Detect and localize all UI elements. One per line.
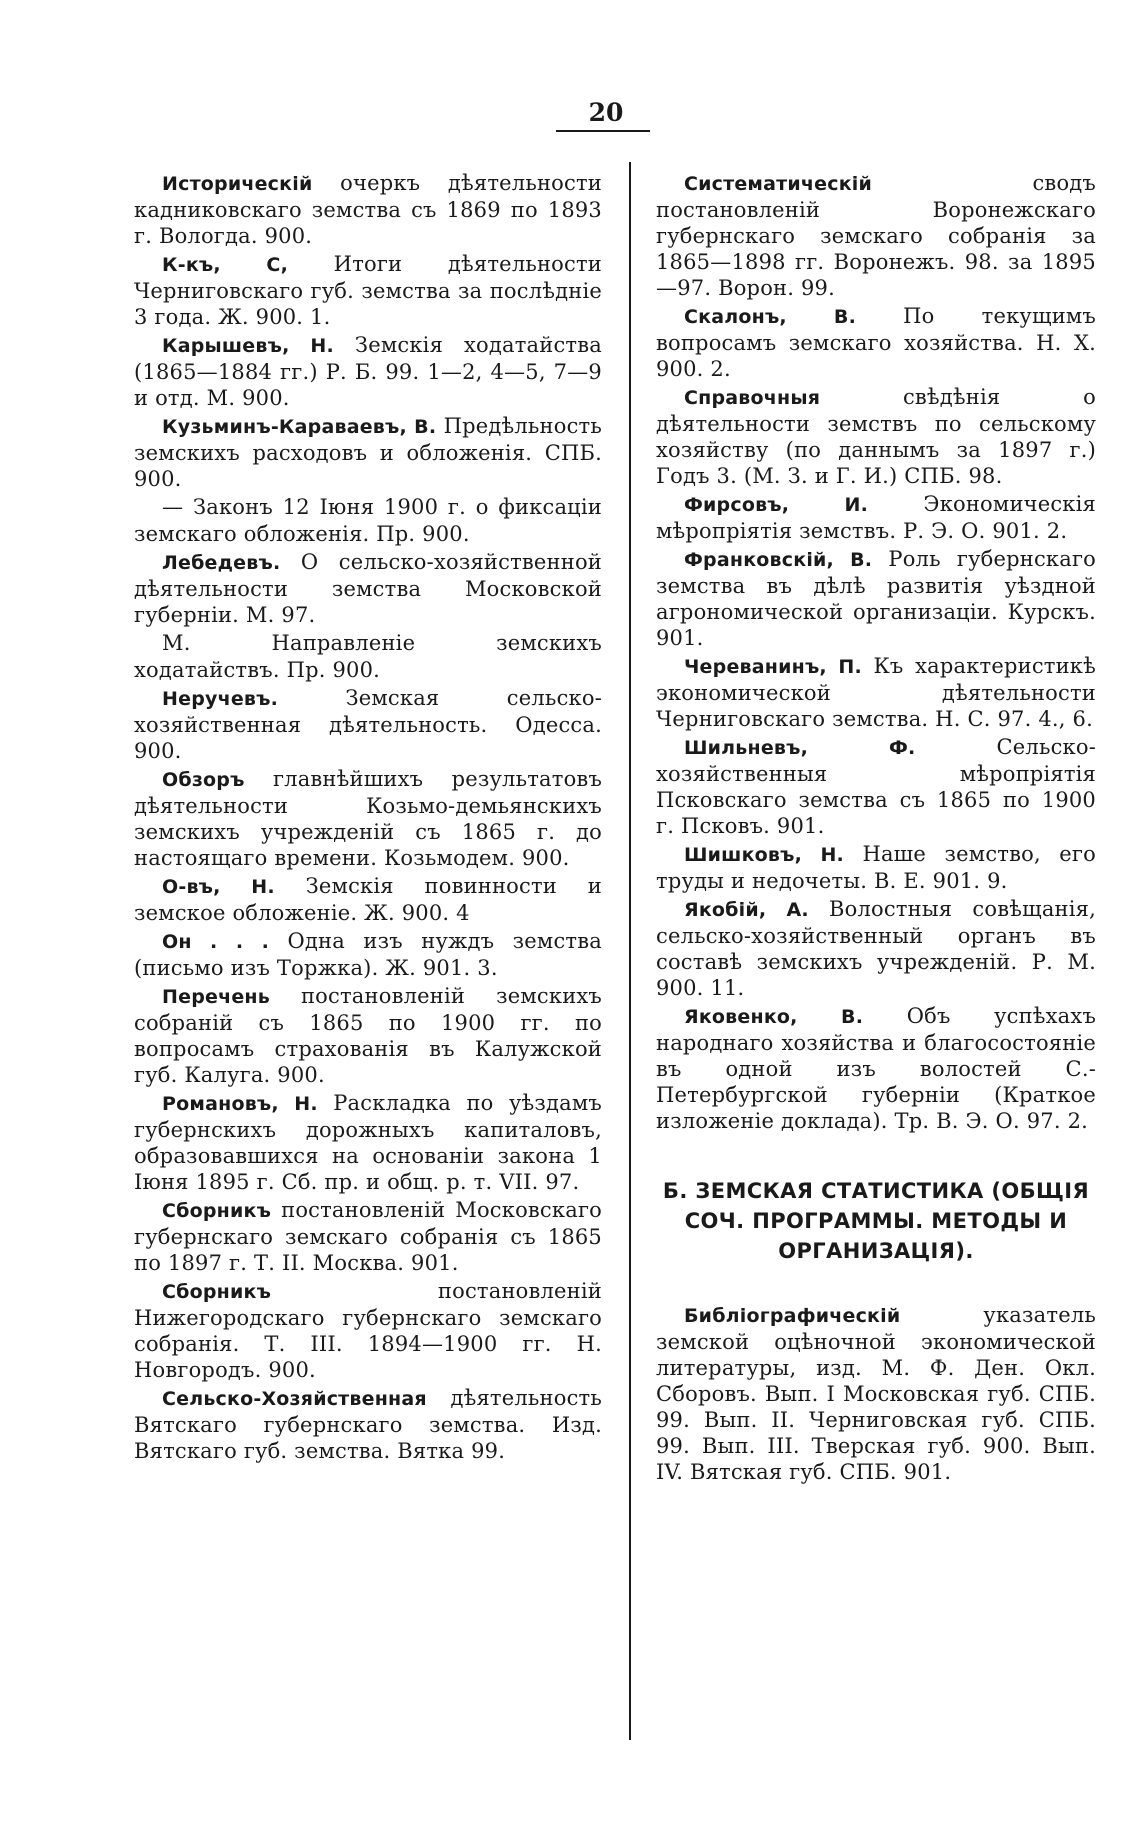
- bibliography-entry: [656, 1003, 1096, 1134]
- entry-text: Наше земство, его труды и недочеты. В. Е. 901. 9.: [656, 842, 1096, 893]
- entry-author: Якобiй, А.: [684, 899, 809, 921]
- page-number: 20: [588, 98, 624, 127]
- entry-text: свѣдѣнiя о дѣятельности земствъ по сельскому хозяйству (по даннымъ за 1897 г.) Годъ 3. (М. З. и Г. И.) СПБ. 98.: [656, 385, 1096, 488]
- entry-text: постановленiй земскихъ собранiй съ 1865 по 1900 гг. по вопросамъ страхованiя въ Калужской губ. Калуга. 900.: [134, 984, 602, 1087]
- entry-author: О-въ, Н.: [162, 876, 275, 898]
- entry-text: постановленiй Московскаго губернскаго земскаго собранiя съ 1865 по 1897 г. Т. II. Москва. 901.: [134, 1198, 602, 1275]
- entry-author: Романовъ, Н.: [162, 1093, 318, 1115]
- column-divider: [629, 162, 631, 1740]
- bibliography-entry: [656, 491, 1096, 544]
- bibliography-entry: [134, 1090, 602, 1195]
- entry-author: Яковенко, В.: [684, 1006, 864, 1028]
- entry-author: Сборникъ: [162, 1281, 272, 1303]
- entry-text: Предѣльность земскихъ расходовъ и обложенiя. СПБ. 900.: [134, 414, 602, 491]
- entry-text: О сельско-хозяйственной дѣятельности земства Московской губернiи. М. 97.: [134, 550, 602, 627]
- entry-text: Раскладка по уѣздамъ губернскихъ дорожныхъ капиталовъ, образовавшихся на основанiи закона 1 Iюня 1895 г. Сб. пр. и общ. р. т. VII. 97.: [134, 1091, 602, 1194]
- entry-text: Итоги дѣятельности Черниговскаго губ. земства за послѣднiе 3 года. Ж. 900. 1.: [134, 252, 603, 329]
- bibliography-entry: [134, 873, 602, 926]
- entry-author: Справочныя: [684, 387, 821, 409]
- entry-author: Кузьминъ-Караваевъ, В.: [162, 416, 437, 438]
- section-heading: Б. ЗЕМСКАЯ СТАТИСТИКА (ОБЩIЯ СОЧ. ПРОГРАММЫ. МЕТОДЫ И ОРГАНИЗАЦIЯ).: [662, 1179, 1090, 1263]
- header-rule: [556, 130, 650, 132]
- entry-text: указатель земской оцѣночной экономической литературы, изд. М. Ф. Ден. Окл. Сборовъ. Вып. I Московская губ. СПБ. 99. Вып. II. Черниговская губ. СПБ. 99. Вып. III. Тверская губ. 900. Вып. IV. Вятская губ. СПБ. 901.: [656, 1303, 1096, 1484]
- entry-author: Череванинъ, П.: [684, 656, 862, 678]
- entry-author: Лебедевъ.: [162, 552, 281, 574]
- bibliography-entry: [134, 766, 602, 871]
- entry-author: Карышевъ, Н.: [162, 335, 334, 357]
- entry-author: Сборникъ: [162, 1200, 272, 1222]
- bibliography-entry: [134, 1278, 602, 1383]
- entry-author: Систематическiй: [684, 173, 873, 195]
- bibliography-entry: [134, 549, 602, 628]
- entry-author: Фирсовъ, И.: [684, 494, 869, 516]
- entry-author: Библiографическiй: [684, 1305, 901, 1327]
- entry-author: Шильневъ, Ф.: [684, 737, 916, 759]
- bibliography-entry: [656, 653, 1096, 732]
- entry-text: Одна изъ нуждъ земства (письмо изъ Торжка). Ж. 901. 3.: [134, 929, 602, 980]
- entry-text: По текущимъ вопросамъ земскаго хозяйства. Н. Х. 900. 2.: [656, 304, 1096, 381]
- entry-author: К-къ, С,: [162, 254, 288, 276]
- left-column: [134, 170, 602, 1466]
- bibliography-entry: [656, 384, 1096, 489]
- entry-author: Перечень: [162, 986, 270, 1008]
- bibliography-entry: [134, 251, 602, 330]
- entry-text: Объ успѣхахъ народнаго хозяйства и благосостоянiе въ одной изъ волостей С.-Петербургской губернiи (Краткое изложенiе доклада). Тр. В. Э. О. 97. 2.: [656, 1004, 1097, 1133]
- bibliography-entry: [134, 1385, 602, 1464]
- entry-text: сводъ постановленiй Воронежскаго губернскаго земскаго собранiя за 1865—1898 гг. Воронежъ. 98. за 1895—97. Ворон. 99.: [656, 171, 1096, 300]
- entry-author: Шишковъ, Н.: [684, 844, 844, 866]
- entry-text: Сельско-хозяйственныя мѣропрiятiя Псковскаго земства съ 1865 по 1900 г. Псковъ. 901.: [656, 735, 1097, 838]
- bibliography-entry: [134, 685, 602, 764]
- entry-text: главнѣйшихъ результатовъ дѣятельности Козьмо-демьянскихъ земскихъ учрежденiй съ 1865 г. до настоящаго времени. Козьмодем. 900.: [134, 767, 602, 870]
- entry-text: — Законъ 12 Iюня 1900 г. о фиксацiи земскаго обложенiя. Пр. 900.: [134, 495, 602, 546]
- entry-text: Земскiя повинности и земское обложенiе. Ж. 900. 4: [134, 874, 603, 925]
- bibliography-entry: [134, 630, 602, 683]
- bibliography-entry: [134, 170, 602, 249]
- entry-author: Он . . .: [162, 931, 270, 953]
- bibliography-entry: [134, 983, 602, 1088]
- entry-author: Франковскiй, В.: [684, 549, 873, 571]
- bibliography-entry: [134, 494, 602, 547]
- bibliography-entry: [656, 734, 1096, 839]
- bibliography-entry: [656, 1302, 1096, 1485]
- entry-author: Историческiй: [162, 173, 313, 195]
- right-column: [656, 170, 1096, 1487]
- bibliography-entry: [656, 303, 1096, 382]
- entry-text: Волостныя совѣщанiя, сельско-хозяйственный органъ въ составѣ земскихъ учрежденiй. Р. М. 900. 11.: [656, 897, 1096, 1000]
- entry-text: Къ характеристикѣ экономической дѣятельности Черниговскаго земства. Н. С. 97. 4., 6.: [656, 654, 1096, 731]
- entry-author: Неручевъ.: [162, 688, 279, 710]
- bibliography-entry: [134, 413, 602, 492]
- entry-text: М. Направленiе земскихъ ходатайствъ. Пр. 900.: [134, 631, 602, 682]
- entry-text: Земскiя ходатайства (1865—1884 гг.) Р. Б. 99. 1—2, 4—5, 7—9 и отд. М. 900.: [134, 333, 602, 410]
- bibliography-entry: [134, 332, 602, 411]
- entry-text: Земская сельско-хозяйственная дѣятельность. Одесса. 900.: [134, 686, 602, 763]
- entry-text: очеркъ дѣятельности кадниковскаго земства съ 1869 по 1893 г. Вологда. 900.: [134, 171, 602, 248]
- entry-text: Роль губернскаго земства въ дѣлѣ развитiя уѣздной агрономической организацiи. Курскъ. 901.: [656, 547, 1096, 650]
- bibliography-entry: [134, 928, 602, 981]
- entry-author: Сельско-Хозяйственная: [162, 1388, 427, 1410]
- bibliography-entry: [656, 546, 1096, 651]
- bibliography-entry: [656, 896, 1096, 1001]
- bibliography-entry: [656, 170, 1096, 301]
- entry-text: дѣятельность Вятскаго губернскаго земства. Изд. Вятскаго губ. земства. Вятка 99.: [134, 1386, 602, 1463]
- entry-author: Обзоръ: [162, 769, 245, 791]
- bibliography-entry: [656, 841, 1096, 894]
- entry-text: Экономическiя мѣропрiятiя земствъ. Р. Э. О. 901. 2.: [656, 492, 1096, 543]
- entry-author: Скалонъ, В.: [684, 306, 857, 328]
- entry-text: постановленiй Нижегородскаго губернскаго земскаго собранiя. Т. III. 1894—1900 гг. Н. Новгородъ. 900.: [134, 1279, 602, 1382]
- bibliography-entry: [134, 1197, 602, 1276]
